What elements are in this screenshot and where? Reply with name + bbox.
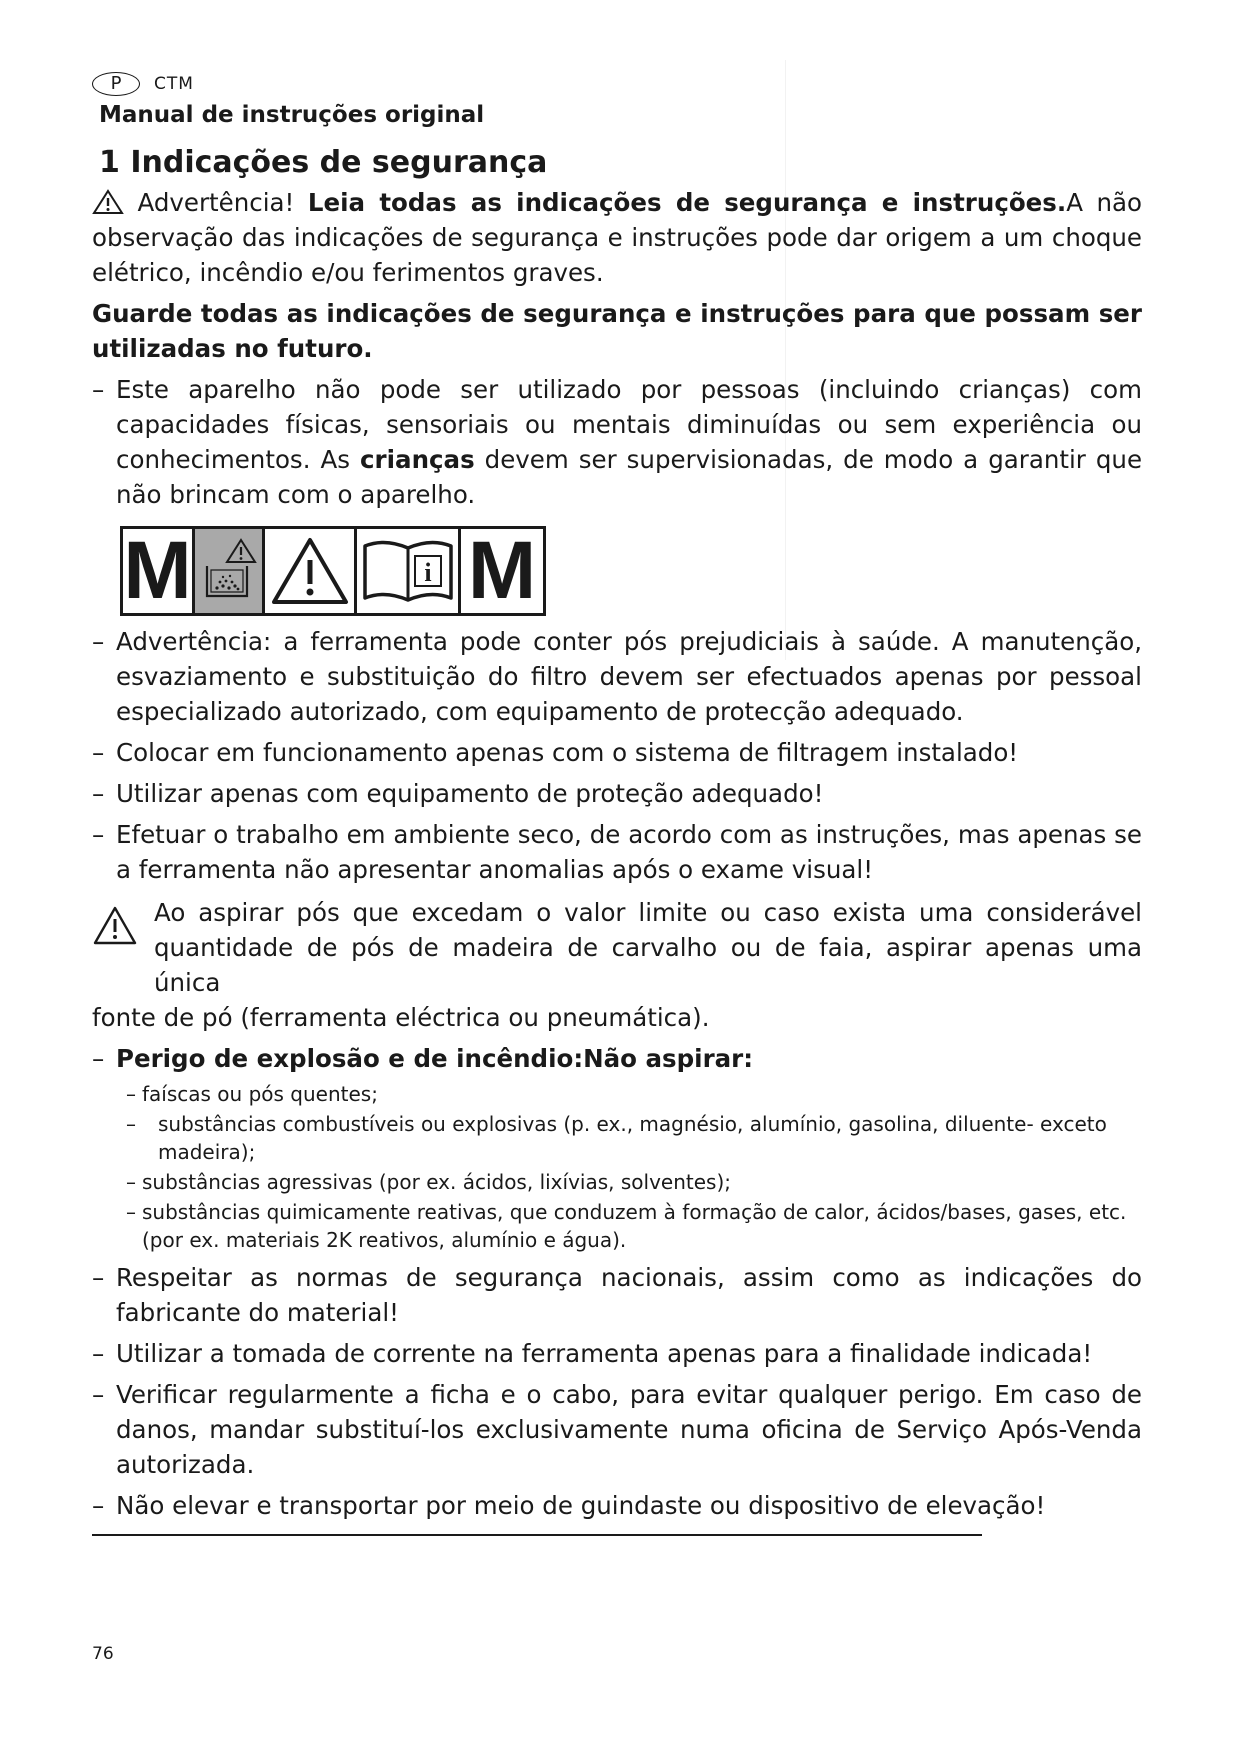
oak-beech-dust-warning xyxy=(92,895,1142,1035)
list-item-text: Verificar regularmente a ficha e o cabo, para evitar qualquer perigo. Em caso de danos, mandar substituí-los exclusivamente numa oficina de Serviço Após-Venda autorizada. xyxy=(116,1380,1142,1479)
sub-list-text: faíscas ou pós quentes; xyxy=(142,1082,378,1106)
sub-list-text: substâncias quimicamente reativas, que conduzem à formação de calor, ácidos/bases, gases, etc. (por ex. materiais 2K reativos, alumínio e água). xyxy=(142,1200,1127,1252)
list-item-text: Efetuar o trabalho em ambiente seco, de acordo com as instruções, mas apenas se a ferramenta não apresentar anomalias após o exame visual! xyxy=(116,820,1142,884)
list-item-text: Colocar em funcionamento apenas com o sistema de filtragem instalado! xyxy=(116,738,1019,767)
list-dash: – xyxy=(126,1112,136,1136)
children-text-after: devem ser supervisionadas, de modo a garantir que não brincam com o aparelho. xyxy=(116,445,1143,509)
intro-rest-text: A não observação das indicações de segurança e instruções pode dar origem a um choque elétrico, incêndio e/ou ferimentos graves. xyxy=(92,188,1142,287)
safety-content xyxy=(92,185,1142,1523)
list-dash: – xyxy=(92,1339,105,1368)
list-item-text: Utilizar a tomada de corrente na ferramenta apenas para a finalidade indicada! xyxy=(116,1339,1093,1368)
section-divider xyxy=(92,1534,982,1536)
list-item xyxy=(92,735,1142,770)
list-item xyxy=(92,1041,1142,1076)
warning-triangle-icon xyxy=(92,189,124,215)
dust-container-warning-icon xyxy=(197,536,261,606)
sub-list-item xyxy=(126,1168,1142,1196)
children-text-before: Este aparelho não pode ser utilizado por pessoas (incluindo crianças) com capacidades físicas, sensoriais ou mentais diminuídas ou sem experiência ou conhecimentos. As xyxy=(116,375,1142,474)
dust-class-letter-left: M xyxy=(123,525,192,616)
manual-title: Manual de instruções original xyxy=(99,102,485,128)
list-item xyxy=(92,1377,1142,1482)
list-item-text: Não elevar e transportar por meio de guindaste ou dispositivo de elevação! xyxy=(116,1491,1046,1520)
list-dash: – xyxy=(92,1263,105,1292)
list-item xyxy=(92,1260,1142,1330)
list-item-text: Advertência: a ferramenta pode conter pós prejudiciais à saúde. A manutenção, esvaziamento e substituição do filtro devem ser efectuados apenas por pessoal especializado autorizado, com equipamento de protecção adequado. xyxy=(116,627,1142,726)
list-dash: – xyxy=(92,820,105,849)
warning-triangle-icon xyxy=(269,534,351,608)
list-dash: – xyxy=(92,375,105,404)
dust-class-m-left xyxy=(123,525,195,616)
sub-list-item xyxy=(126,1198,1142,1254)
list-item-text: Respeitar as normas de segurança nacionais, assim como as indicações do fabricante do material! xyxy=(116,1263,1142,1327)
list-item xyxy=(92,817,1142,887)
sub-list-item xyxy=(126,1110,1142,1166)
list-dash: – xyxy=(126,1082,136,1106)
children-bold-word: crianças xyxy=(360,445,475,474)
dust-class-letter-right: M xyxy=(467,525,537,616)
language-badge: P xyxy=(92,72,140,96)
list-item-text: Utilizar apenas com equipamento de proteção adequado! xyxy=(116,779,824,808)
list-item xyxy=(92,624,1142,729)
list-dash: – xyxy=(92,1044,105,1073)
language-marker xyxy=(92,70,194,98)
list-dash: – xyxy=(92,779,105,808)
list-item-text xyxy=(116,372,1142,512)
safety-symbol-strip xyxy=(120,526,546,616)
hazardous-dust-icon xyxy=(195,529,265,613)
info-letter: i xyxy=(423,558,432,587)
list-item xyxy=(92,1336,1142,1371)
intro-paragraph xyxy=(92,185,1142,290)
list-dash: – xyxy=(92,1491,105,1520)
list-item xyxy=(92,776,1142,811)
keep-instructions-notice: Guarde todas as indicações de segurança e instruções para que possam ser utilizadas no futuro. xyxy=(92,299,1142,363)
read-manual-symbol xyxy=(357,529,461,613)
warning-triangle-icon xyxy=(92,905,138,947)
oak-warning-last-line: fonte de pó (ferramenta eléctrica ou pneumática). xyxy=(92,1003,710,1032)
explosion-danger-heading: Perigo de explosão e de incêndio:Não aspirar: xyxy=(116,1044,754,1073)
oak-warning-first-lines: Ao aspirar pós que excedam o valor limite ou caso exista uma considerável quantidade de pós de madeira de carvalho ou de faia, aspirar apenas uma única xyxy=(154,898,1142,997)
list-dash: – xyxy=(126,1200,136,1224)
list-dash: – xyxy=(92,627,105,656)
list-dash: – xyxy=(92,1380,105,1409)
warning-word: Advertência! xyxy=(137,188,295,217)
list-item xyxy=(92,372,1142,512)
sub-list-item xyxy=(126,1080,1142,1108)
open-book-icon xyxy=(359,534,457,608)
dust-class-m-right xyxy=(461,525,543,616)
intro-bold-text: Leia todas as indicações de segurança e instruções. xyxy=(307,188,1067,217)
model-name: CTM xyxy=(154,74,194,94)
do-not-vacuum-list xyxy=(92,1080,1142,1254)
list-item xyxy=(92,1488,1142,1523)
list-dash: – xyxy=(92,738,105,767)
page-number: 76 xyxy=(92,1644,114,1664)
general-warning-symbol xyxy=(265,529,357,613)
list-dash: – xyxy=(126,1170,136,1194)
section-title: 1 Indicações de segurança xyxy=(99,145,548,180)
sub-list-text: substâncias agressivas (por ex. ácidos, lixívias, solventes); xyxy=(142,1170,731,1194)
sub-list-text: substâncias combustíveis ou explosivas (p. ex., magnésio, alumínio, gasolina, diluente- exceto madeira); xyxy=(158,1112,1107,1164)
